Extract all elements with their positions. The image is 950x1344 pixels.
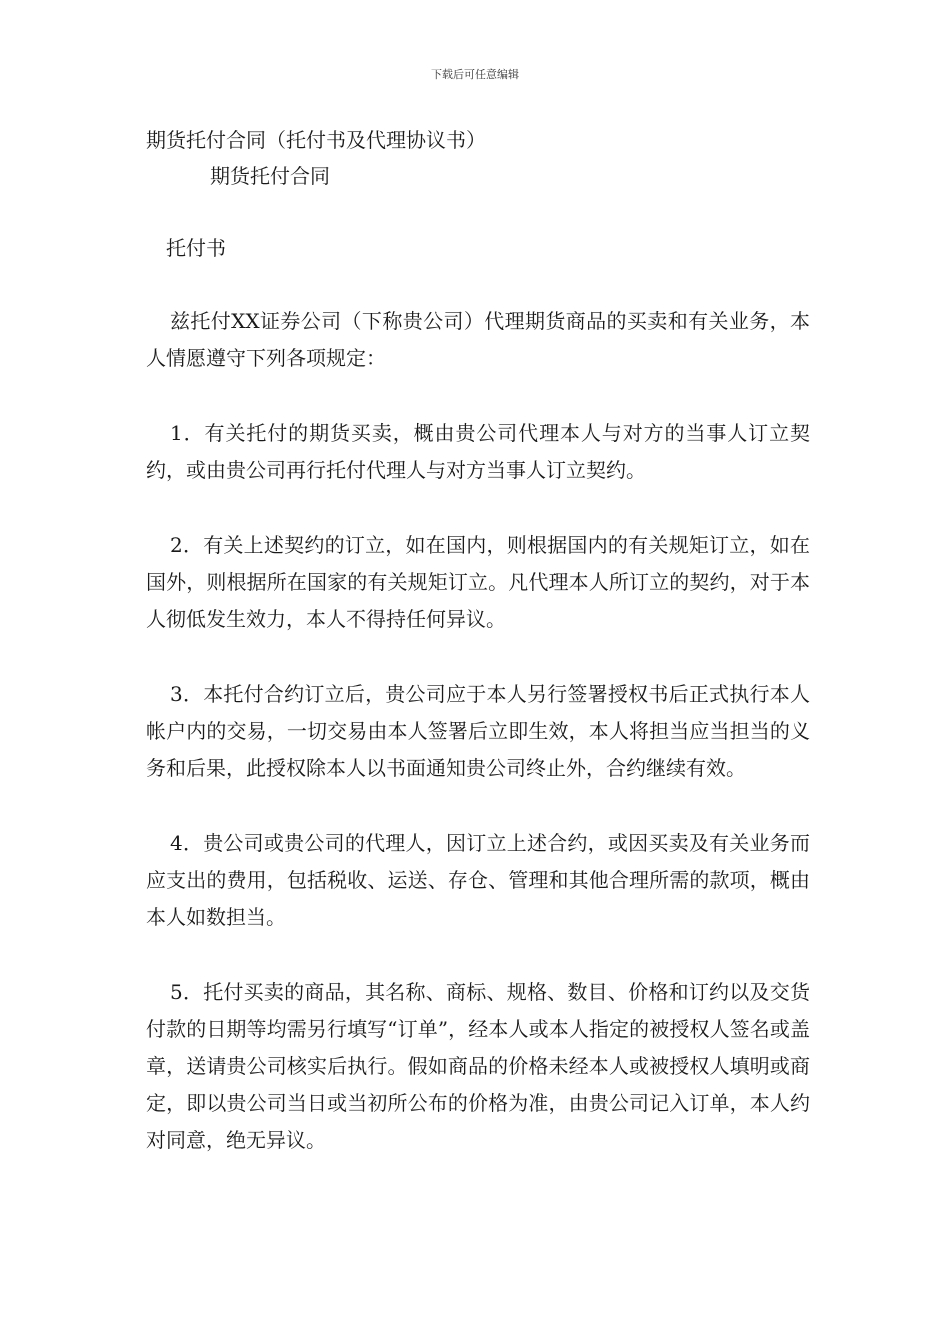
section-heading: 托付书 xyxy=(166,236,226,260)
document-title: 期货托付合同（托付书及代理协议书） xyxy=(146,128,486,152)
document-body xyxy=(146,122,810,1159)
intro-paragraph: 兹托付XX证券公司（下称贵公司）代理期货商品的买卖和有关业务，本人情愿遵守下列各项规定： xyxy=(146,309,810,370)
clause-3: 3．本托付合约订立后，贵公司应于本人另行签署授权书后正式执行本人帐户内的交易，一切交易由本人签署后立即生效，本人将担当应当担当的义务和后果，此授权除本人以书面通知贵公司终止外，合约继续有效。 xyxy=(146,682,810,780)
clause-1: 1．有关托付的期货买卖，概由贵公司代理本人与对方的当事人订立契约，或由贵公司再行托付代理人与对方当事人订立契约。 xyxy=(146,421,810,482)
clause-5: 5．托付买卖的商品，其名称、商标、规格、数目、价格和订约以及交货付款的日期等均需另行填写“订单”，经本人或本人指定的被授权人签名或盖章，送请贵公司核实后执行。假如商品的价格未经本人或被授权人填明或商定，即以贵公司当日或当初所公布的价格为准，由贵公司记入订单，本人约对同意，绝无异议。 xyxy=(146,980,810,1152)
clause-4: 4．贵公司或贵公司的代理人，因订立上述合约，或因买卖及有关业务而应支出的费用，包括税收、运送、存仓、管理和其他合理所需的款项，概由本人如数担当。 xyxy=(146,831,810,929)
header-note: 下载后可任意编辑 xyxy=(431,68,519,81)
clause-2: 2．有关上述契约的订立，如在国内，则根据国内的有关规矩订立，如在国外，则根据所在国家的有关规矩订立。凡代理本人所订立的契约，对于本人彻低发生效力，本人不得持任何异议。 xyxy=(146,533,810,631)
document-subtitle: 期货托付合同 xyxy=(210,164,330,188)
